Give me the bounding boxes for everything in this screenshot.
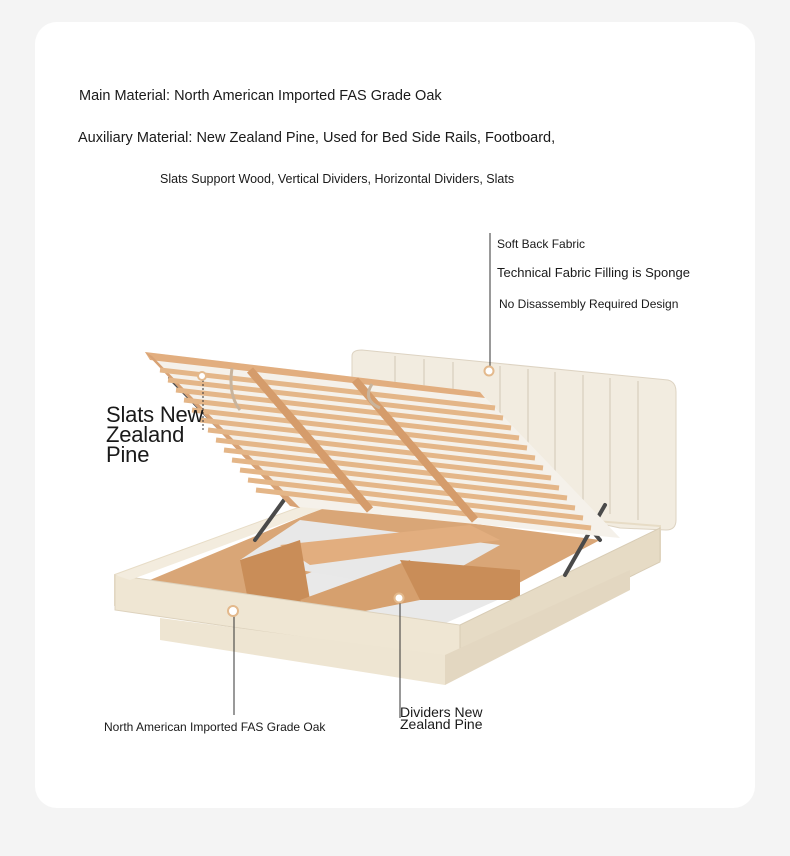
slats-label: Slats New Zealand Pine (106, 402, 204, 467)
main-material-label: Main Material: North American Imported FAS Grade Oak (79, 88, 442, 104)
dividers-label: Dividers New Zealand Pine (400, 704, 483, 732)
frame-oak-label: North American Imported FAS Grade Oak (104, 720, 326, 734)
technical-fabric-label: Technical Fabric Filling is Sponge (497, 265, 690, 280)
auxiliary-material-continued-label: Slats Support Wood, Vertical Dividers, Horizontal Dividers, Slats (160, 172, 515, 186)
auxiliary-material-label: Auxiliary Material: New Zealand Pine, Used for Bed Side Rails, Footboard, (78, 130, 556, 146)
no-disassembly-label: No Disassembly Required Design (499, 297, 679, 311)
soft-back-label: Soft Back Fabric (497, 237, 586, 251)
